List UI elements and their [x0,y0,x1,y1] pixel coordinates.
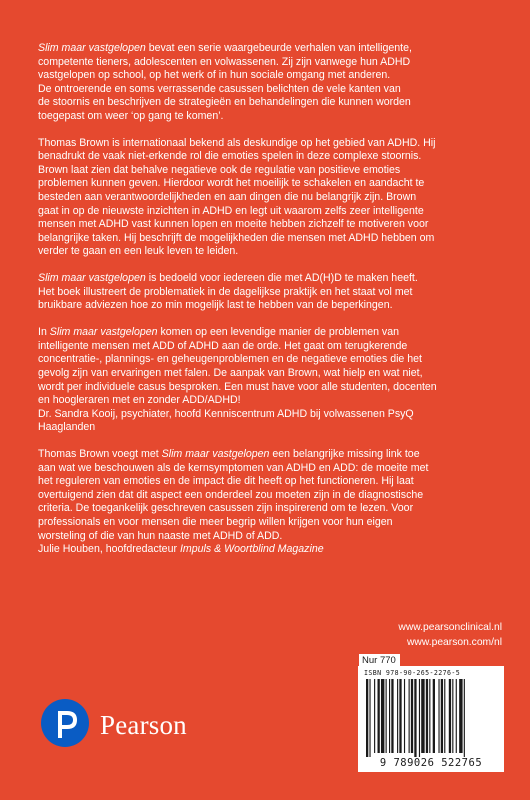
barcode-bar [389,679,390,753]
line-prefix: Thomas Brown voegt met [38,448,162,461]
barcode-panel [358,666,504,772]
url-pearsonclinical[interactable]: www.pearsonclinical.nl [398,622,502,633]
italic-title: Slim maar vastgelopen [49,326,158,339]
barcode-bar [419,679,420,757]
text-line: aan wat we beschouwen als de kernsymptomen van ADHD en ADD: de moeite met [38,461,429,474]
text-line: professionals en voor mensen die meer begrip willen krijgen voor hun eigen [38,515,393,528]
barcode-bar [449,679,451,753]
blurb-paragraph [38,137,502,259]
blurb-paragraph [38,272,502,313]
barcode-bar [409,679,410,753]
text-line: problemen kunnen geven. Hierdoor wordt het moeilijk te schakelen en aandacht te [38,177,425,190]
text-line: verder te gaan en een leuk leven te leiden. [38,245,239,258]
text-line: het reguleren van emoties en de impact die dit heeft op het functioneren. Hij laat [38,475,414,488]
text-line: en hoogleraren met en zonder ADD/ADHD! [38,394,241,407]
barcode-bar [452,679,453,753]
text-line [38,448,502,462]
text-line [38,272,502,286]
barcode-digits: 9 789026 522765 [379,757,483,769]
text-line [38,543,502,557]
text-line: gaat in op de nieuwste inzichten in ADHD en legt uit waarom zelfs zeer intelligente [38,204,424,217]
barcode-bar [429,679,430,753]
barcode-bar [404,679,405,753]
text-line: Brown laat zien dat behalve negatieve ook de regulatie van positieve emoties [38,163,401,176]
line-suffix: een belangrijke missing link toe [269,448,420,461]
pearson-wordmark: Pearson [100,710,187,740]
text-line: vastgelopen op school, op het werk of in hun sociale omgang met anderen. [38,69,391,82]
barcode-bar [464,679,465,757]
text-line: gevolg zijn van ervaringen met falen. De aanpak van Brown, wat hielp en wat niet, [38,366,423,379]
barcode-bar [433,679,435,753]
blurb-paragraph [38,326,502,434]
barcode-bar [438,679,439,753]
text-line: belangrijke taken. Hij beschrijft de mogelijkheden die mensen met ADHD hebben om [38,231,435,244]
barcode-bar [397,679,398,753]
barcode-bars [366,679,496,757]
text-line: overtuigend zien dat dit aspect een onderdeel zou moeten zijn in de diagnostische [38,488,424,501]
barcode-bar [459,679,462,753]
barcode-bar [381,679,384,753]
line-suffix: bevat een serie waargebeurde verhalen van intelligente, [145,42,412,54]
blurb-paragraph [38,448,502,556]
barcode-bar [399,679,401,753]
blurb-text [38,42,502,557]
barcode-bar [366,679,368,757]
barcode-bar [456,679,457,753]
barcode-bar [414,679,416,757]
text-line [38,326,502,340]
pearson-p-logo-icon [40,698,90,748]
text-line: Haaglanden [38,421,96,434]
text-line: intelligente mensen met ADD of ADHD aan de orde. Het gaat om terugkerende [38,339,408,352]
publisher-urls [398,620,502,650]
text-line: toegepast om weer ‘op gang te komen’. [38,109,224,122]
text-line: wordt per individuele casus besproken. Een must have voor alle studenten, docenten [38,380,437,393]
text-line: competente tieners, adolescenten en volwassenen. Zij zijn vanwege hun ADHD [38,55,411,68]
text-line: Dr. Sandra Kooij, psychiater, hoofd Kenniscentrum ADHD bij volwassenen PsyQ [38,407,414,420]
barcode-bar [441,679,443,753]
italic-title: Slim maar vastgelopen [38,42,146,54]
line-suffix: is bedoeld voor iedereen die met AD(H)D te maken heeft. [145,272,418,285]
barcode-bar [411,679,413,753]
text-line: Het boek illustreert de problematiek in de dagelijkse praktijk en het staat vol met [38,285,413,298]
text-line: concentratie-, plannings- en geheugenproblemen en de negatieve emoties die het [38,353,422,366]
italic-title: Slim maar vastgelopen [161,448,270,461]
text-line: De ontroerende en soms verrassende casussen belichten de vele kanten van [38,82,401,95]
text-line: Thomas Brown is internationaal bekend als deskundige op het gebied van ADHD. Hij [38,136,436,149]
barcode-bar [378,679,380,753]
text-line: de stoornis en beschrijven de strategieën en behandelingen die kunnen worden [38,96,411,109]
text-line: mensen met ADHD vast kunnen lopen en moeite hebben zichzelf te motiveren voor [38,218,429,231]
isbn-text: ISBN 978-90-265-2276-5 [364,669,461,677]
barcode-bar [391,679,393,753]
text-line: worsteling of die van hun naaste met ADHD of ADD. [38,529,283,542]
barcode-bar [369,679,370,757]
italic-title: Impuls & Woortblind Magazine [179,543,324,556]
line-suffix: komen op een levendige manier de problemen van [157,326,400,339]
barcode-bar [426,679,428,753]
blurb-paragraph [38,42,502,123]
url-pearson[interactable]: www.pearson.com/nl [407,637,502,648]
nur-code: Nur 770 [359,654,400,667]
barcode-bar [421,679,424,753]
text-line [38,42,502,56]
text-line: criteria. De toegankelijk geschreven casussen zijn inspirerend om te lezen. Voor [38,502,414,515]
text-line: bruikbare adviezen hoe zo min mogelijk last te hebben van de beperkingen. [38,299,393,312]
italic-title: Slim maar vastgelopen [38,272,146,285]
barcode-bar [386,679,387,753]
barcode-bar [374,679,375,753]
text-line: besteden aan verantwoordelijkheden en aan dingen die nu belangrijk zijn. Brown [38,190,417,203]
line-prefix: Julie Houben, hoofdredacteur [38,543,180,556]
line-prefix: In [38,326,50,339]
text-line: benadrukt de vaak niet-erkende rol die emoties spelen in deze complexe stoornis. [38,150,422,163]
barcode-bar [444,679,445,753]
